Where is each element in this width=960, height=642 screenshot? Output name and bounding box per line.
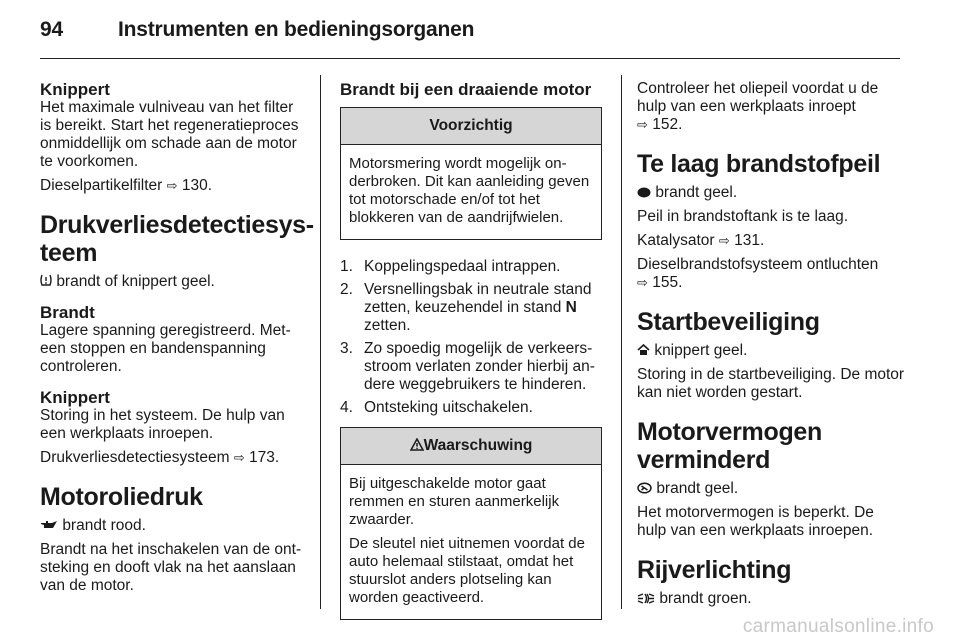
start-text: Storing in de startbeveiliging. De motor kan niet worden gestart. xyxy=(637,366,905,401)
column-1 xyxy=(40,80,315,601)
column-2 xyxy=(340,80,602,628)
fuel-indicator-icon xyxy=(637,187,651,198)
brandt-heading: Brandt xyxy=(40,303,95,322)
page-ref-link[interactable]: 131. xyxy=(734,232,765,249)
oil-can-icon xyxy=(40,520,58,530)
rij-symbol-line: brandt groen. xyxy=(637,590,907,608)
page-ref-icon: ⇨ xyxy=(637,117,648,132)
page-ref-icon: ⇨ xyxy=(233,450,245,465)
oliedruk-symbol-line: brandt rood. xyxy=(40,517,308,535)
brandt-text: Lagere spanning geregistreerd. Meteen stoppen en bandenspanning controleren. xyxy=(40,322,291,375)
warning-triangle-icon xyxy=(410,438,424,451)
warning-text-2: De sleutel niet uitnemen voordat de auto helemaal stilstaat, omdat het stuurslot anders plotseling kan worden geactiveerd. xyxy=(349,535,585,606)
vermogen-title: Motorvermogen verminderd xyxy=(637,418,823,474)
oliedruk-text: Brandt na het inschakelen van de ontsteking en dooft vlak na het aanslaan van de motor. xyxy=(40,541,302,594)
oliedruk-title: Motoroliedruk xyxy=(40,483,203,511)
vermogen-text: Het motorvermogen is beperkt. De hulp van een werkplaats inroepen. xyxy=(637,504,874,539)
rij-title: Rijverlichting xyxy=(637,556,792,584)
immobilizer-icon xyxy=(637,344,650,356)
watermark: carmanualsonline.info xyxy=(742,616,934,637)
drukverlies-symbol-line: brandt of knippert geel. xyxy=(40,273,308,291)
knippert2-heading: Knippert xyxy=(40,388,110,407)
page-number: 94 xyxy=(40,18,63,41)
column-divider-1 xyxy=(320,75,321,609)
knippert-heading: Knippert xyxy=(40,80,110,99)
dieselfilter-ref: Dieselpartikelfilter ⇨ 130. xyxy=(40,177,213,194)
start-title: Startbeveiliging xyxy=(637,308,820,336)
page-ref-link[interactable]: 155. xyxy=(652,274,683,291)
warning-header xyxy=(341,428,601,465)
warning-box xyxy=(340,427,602,620)
drukverlies-ref: Drukverliesdetectiesysteem ⇨ 173. xyxy=(40,449,280,466)
page-ref-link[interactable]: 173. xyxy=(249,449,280,466)
page-ref-icon: ⇨ xyxy=(718,233,730,248)
column-3 xyxy=(637,80,907,614)
caution-title: Voorzichtig xyxy=(341,108,601,145)
brandstof-symbol-line: brandt geel. xyxy=(637,184,907,202)
warning-title: Waarschuwing xyxy=(423,437,533,454)
warning-text-1: Bij uitgeschakelde motor gaat remmen en sturen aanmerkelijk zwaarder. xyxy=(349,475,560,528)
diesel-ref: Dieselbrandstofsysteem ontluchten ⇨ 155. xyxy=(637,256,879,291)
page-ref-link[interactable]: 130. xyxy=(181,177,213,194)
section-heading: Brandt bij een draaiende motor xyxy=(340,80,592,99)
knippert-text: Het maximale vulniveau van het filter is bereikt. Start het regeneratieproces onmiddellijk om schade aan de motor te voorkomen. xyxy=(40,99,299,170)
page-ref-icon: ⇨ xyxy=(637,275,648,290)
brandstof-title: Te laag brandstofpeil xyxy=(637,150,881,178)
drukverlies-title: Drukverliesdetectiesysteem xyxy=(40,211,315,267)
steps-list xyxy=(340,258,602,417)
column-divider-2 xyxy=(621,75,622,609)
page-header xyxy=(40,18,900,54)
page-ref-icon: ⇨ xyxy=(166,178,178,193)
page-title: Instrumenten en bedieningsorganen xyxy=(118,18,475,41)
caution-text: Motorsmering wordt mogelijk onderbroken. Dit kan aanleiding geven tot motorschade en/of tot het blokkeren van de aandrijfwielen. xyxy=(349,155,590,226)
list-item: 3. Zo spoedig mogelijk de verkeersstroom verlaten zonder hierbij andere weggebruikers te hinderen. xyxy=(340,340,595,393)
tire-pressure-icon xyxy=(40,274,52,288)
page-ref-link[interactable]: 152. xyxy=(652,116,683,133)
knippert2-text: Storing in het systeem. De hulp van een werkplaats inroepen. xyxy=(40,407,285,442)
start-symbol-line: knippert geel. xyxy=(637,342,907,360)
list-item: 1. Koppelingspedaal intrappen. xyxy=(340,258,561,275)
list-item: 2. Versnellingsbak in neutrale stand zetten, keuzehendel in stand N zetten. xyxy=(340,281,592,334)
olie-text: Controleer het oliepeil voordat u de hulp van een werkplaats inroept ⇨ 152. xyxy=(637,80,879,133)
brandstof-text: Peil in brandstoftank is te laag. xyxy=(637,208,849,225)
caution-box xyxy=(340,107,602,240)
daytime-lights-icon xyxy=(637,593,655,604)
katalysator-ref: Katalysator ⇨ 131. xyxy=(637,232,765,249)
list-item: 4. Ontsteking uitschakelen. xyxy=(340,399,533,416)
header-rule xyxy=(40,58,900,59)
reduced-power-icon xyxy=(637,482,652,494)
vermogen-symbol-line: brandt geel. xyxy=(637,480,907,498)
